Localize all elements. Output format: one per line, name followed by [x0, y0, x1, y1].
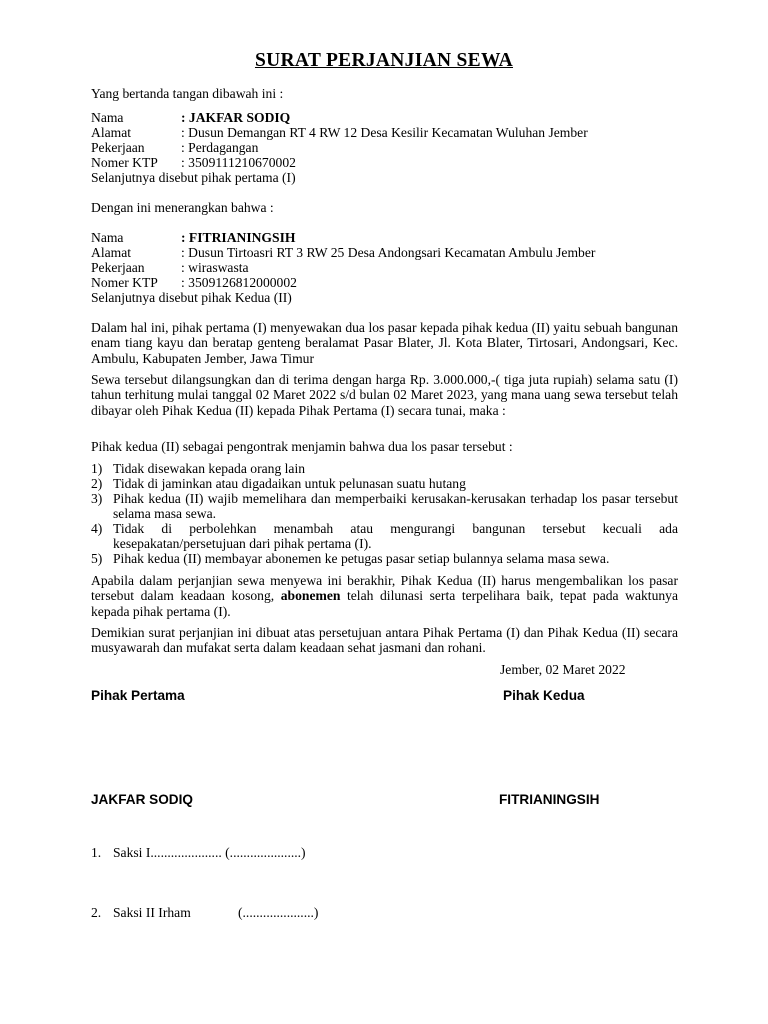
party1-designation: Selanjutnya disebut pihak pertama (I)	[91, 170, 296, 185]
list-item-text: Pihak kedua (II) membayar abonemen ke petugas pasar setiap bulannya selama masa sewa.	[113, 551, 610, 566]
party1-ktp-row	[91, 155, 296, 170]
party2-job-value: : wiraswasta	[181, 260, 249, 275]
party1-job-label: Pekerjaan	[91, 140, 145, 155]
paragraph-lease-object: Dalam hal ini, pihak pertama (I) menyewakan dua los pasar kepada pihak kedua (II) yaitu sebuah bangunan enam tiang kayu dan beratap genteng beralamat Pasar Blater, Jl. Kota Blater, Tirtosari, Andongsari, Kec. Ambulu, Kabupaten Jember, Jawa Timur	[91, 320, 678, 366]
witness-signature: (.....................)	[225, 845, 306, 860]
party1-name-value: : JAKFAR SODIQ	[181, 110, 291, 125]
list-item-number: 5)	[91, 551, 103, 566]
party2-ktp-label: Nomer KTP	[91, 275, 158, 290]
list-item	[91, 461, 678, 476]
party2-job-row	[91, 260, 249, 275]
party2-name-row	[91, 230, 295, 245]
party1-address-row	[91, 125, 588, 140]
witness-signature: (.....................)	[238, 905, 319, 920]
list-item-number: 3)	[91, 491, 103, 506]
list-item	[91, 521, 678, 552]
party2-name-value: : FITRIANINGSIH	[181, 230, 296, 245]
list-item-text: Pihak kedua (II) wajib memelihara dan memperbaiki kerusakan-kerusakan terhadap los pasar tersebut selama masa sewa.	[113, 491, 678, 522]
party2-name-label: Nama	[91, 230, 124, 245]
list-item-number: 2)	[91, 476, 103, 491]
party2-job-label: Pekerjaan	[91, 260, 145, 275]
paragraph-return-terms	[91, 573, 678, 619]
party1-ktp-label: Nomer KTP	[91, 155, 158, 170]
witness-row	[91, 905, 318, 921]
party1-name-row	[91, 110, 290, 125]
party1-name-label: Nama	[91, 110, 124, 125]
party2-designation: Selanjutnya disebut pihak Kedua (II)	[91, 290, 292, 305]
party2-address-row	[91, 245, 595, 260]
intro-line: Yang bertanda tangan dibawah ini :	[91, 86, 284, 101]
witness-number: 2.	[91, 905, 102, 920]
party1-job-row	[91, 140, 258, 155]
statement-line: Dengan ini menerangkan bahwa :	[91, 200, 274, 215]
signature-name-second-party: FITRIANINGSIH	[499, 792, 600, 807]
witness-row	[91, 845, 306, 861]
list-item-text: Tidak di perbolehkan menambah atau mengurangi bangunan tersebut kecuali ada kesepakatan/persetujuan dari pihak pertama (I).	[113, 521, 678, 552]
witness-number: 1.	[91, 845, 102, 860]
party1-address-value: : Dusun Demangan RT 4 RW 12 Desa Kesilir Kecamatan Wuluhan Jember	[181, 125, 588, 140]
paragraph-lease-price: Sewa tersebut dilangsungkan dan di terima dengan harga Rp. 3.000.000,-( tiga juta rupiah) selama satu (I) tahun terhitung mulai tanggal 02 Maret 2022 s/d bulan 02 Maret 2023, yang mana uang sewa tersebut telah dibayar oleh Pihak Kedua (II) kepada Pihak Pertama (I) secara tunai, maka :	[91, 372, 678, 418]
list-item	[91, 491, 678, 522]
party1-job-value: : Perdagangan	[181, 140, 259, 155]
party2-ktp-row	[91, 275, 297, 290]
signature-name-first-party: JAKFAR SODIQ	[91, 792, 193, 807]
list-item	[91, 551, 678, 566]
return-terms-bold: abonemen	[280, 588, 341, 604]
paragraph-guarantee-intro: Pihak kedua (II) sebagai pengontrak menjamin bahwa dua los pasar tersebut :	[91, 439, 513, 454]
return-terms-text-a: Apabila dalam perjanjian sewa menyewa ini berakhir, Pihak Kedua (II) harus mengembalikan los pasar tersebut dalam keadaan kosong,	[91, 573, 678, 604]
party2-address-value: : Dusun Tirtoasri RT 3 RW 25 Desa Andongsari Kecamatan Ambulu Jember	[181, 245, 596, 260]
witness-name: Saksi II Irham	[113, 905, 191, 920]
place-date: Jember, 02 Maret 2022	[500, 662, 626, 677]
signature-label-first-party: Pihak Pertama	[91, 688, 185, 703]
list-item-text: Tidak di jaminkan atau digadaikan untuk pelunasan suatu hutang	[113, 476, 466, 491]
return-terms-text-b: telah dilunasi serta terpelihara baik, tepat pada waktunya kepada pihak pertama (I).	[91, 588, 678, 619]
signature-label-second-party: Pihak Kedua	[503, 688, 585, 703]
list-item	[91, 476, 678, 491]
list-item-number: 1)	[91, 461, 103, 476]
party1-address-label: Alamat	[91, 125, 132, 140]
list-item-number: 4)	[91, 521, 103, 536]
paragraph-closing: Demikian surat perjanjian ini dibuat atas persetujuan antara Pihak Pertama (I) dan Pihak Kedua (II) secara musyawarah dan mufakat serta dalam keadaan sehat jasmani dan rohani.	[91, 625, 678, 656]
witness-name: Saksi I.....................	[113, 845, 222, 860]
party2-address-label: Alamat	[91, 245, 132, 260]
party2-ktp-value: : 3509126812000002	[181, 275, 297, 290]
party1-ktp-value: : 3509111210670002	[181, 155, 296, 170]
list-item-text: Tidak disewakan kepada orang lain	[113, 461, 306, 476]
document-title: SURAT PERJANJIAN SEWA	[254, 50, 514, 71]
